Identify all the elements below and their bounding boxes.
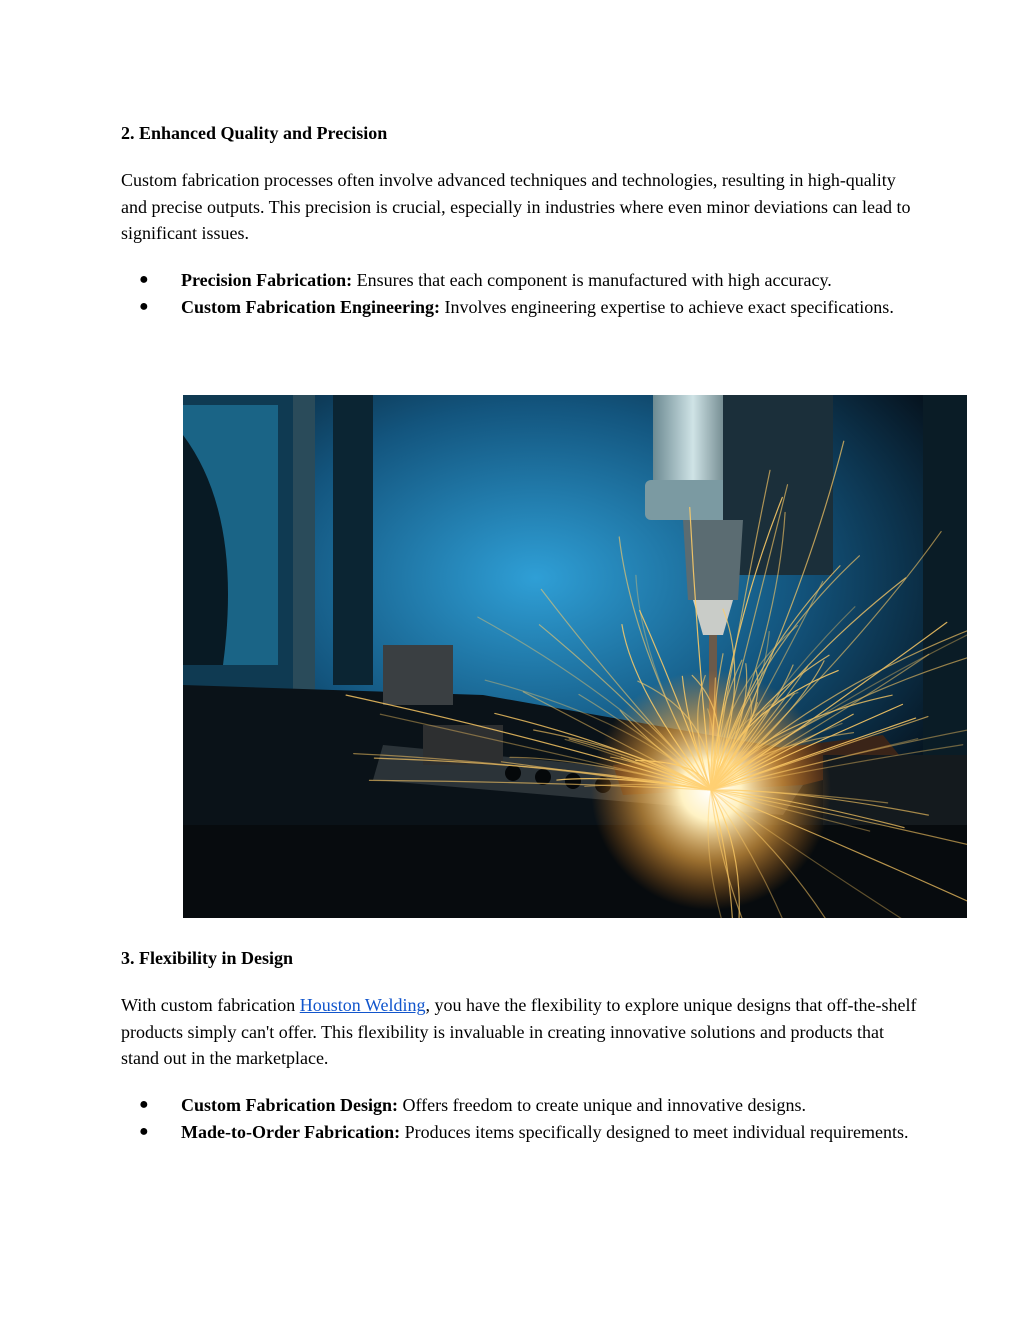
section-3-bullet-list	[121, 1092, 921, 1145]
bullet-text: Offers freedom to create unique and innovative designs.	[398, 1095, 807, 1115]
bullet-term: Custom Fabrication Design:	[181, 1095, 398, 1115]
bullet-term: Precision Fabrication:	[181, 270, 353, 290]
bullet-term: Made-to-Order Fabrication:	[181, 1121, 401, 1142]
section-3-heading: 3. Flexibility in Design	[121, 948, 294, 968]
houston-welding-link[interactable]: Houston Welding	[299, 995, 426, 1015]
bullet-icon: ●	[139, 271, 149, 288]
bullet-icon: ●	[139, 1122, 149, 1140]
bullet-text: Produces items specifically designed to meet individual requirements.	[400, 1121, 909, 1142]
section-3-paragraph	[121, 992, 921, 1072]
section-2-bullet-list	[121, 267, 921, 320]
welding-sparks-photo	[183, 395, 967, 918]
bullet-icon: ●	[139, 297, 149, 315]
list-item	[121, 1092, 921, 1119]
list-item	[121, 1119, 921, 1146]
section-2-paragraph: Custom fabrication processes often involve advanced techniques and technologies, resulting in high-quality and precise outputs. This precision is crucial, especially in industries where even minor deviations can lead to significant issues.	[121, 170, 911, 243]
paragraph-text-before-link: With custom fabrication	[121, 995, 300, 1015]
bullet-icon: ●	[139, 1096, 149, 1113]
paragraph-text-after-link: , you have the flexibility to explore unique designs that off-the-shelf products simply can't offer. This flexibility is invaluable in creating innovative solutions and products that stand out in the marketplace.	[121, 995, 917, 1068]
list-item	[121, 294, 921, 321]
list-item	[121, 267, 921, 294]
bullet-text: Ensures that each component is manufactured with high accuracy.	[352, 270, 832, 290]
section-2-heading: 2. Enhanced Quality and Precision	[121, 123, 388, 143]
bullet-text: Involves engineering expertise to achieve exact specifications.	[440, 296, 894, 317]
bullet-term: Custom Fabrication Engineering:	[181, 296, 440, 317]
